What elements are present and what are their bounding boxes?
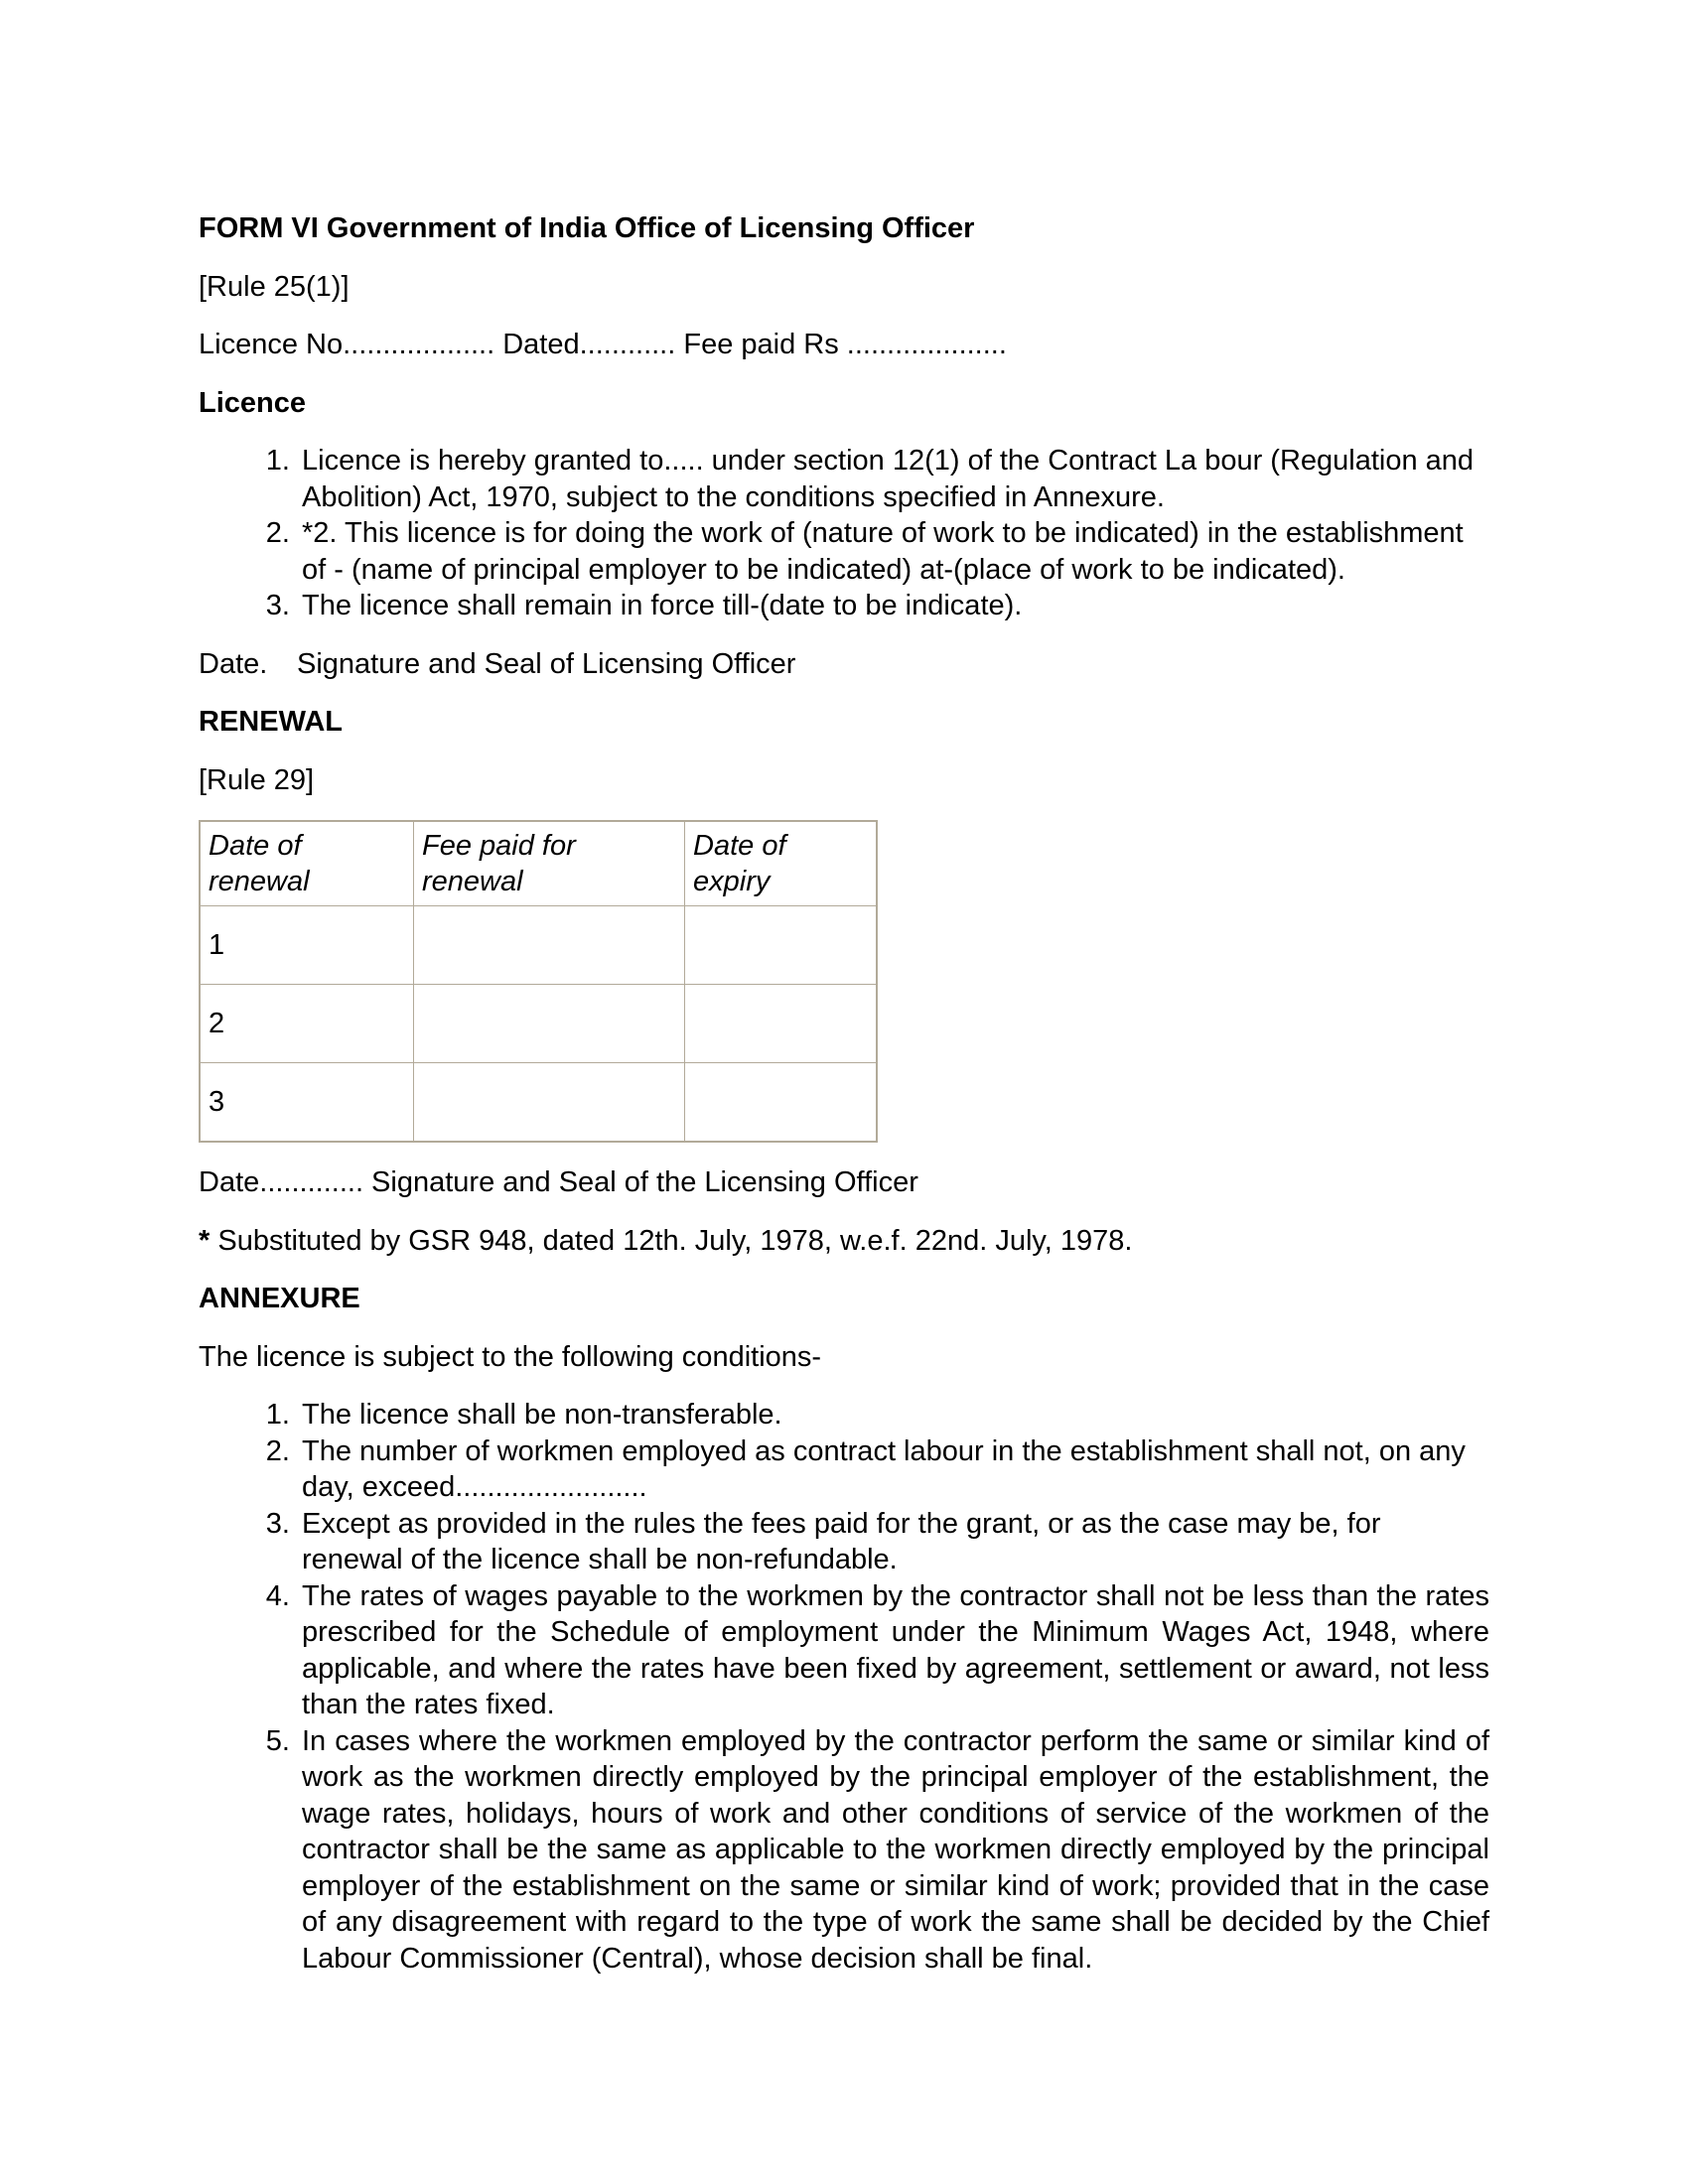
- section-heading-renewal: RENEWAL: [199, 706, 343, 738]
- footnote-marker: *: [199, 1224, 211, 1257]
- header-date-of-renewal: Date of renewal: [200, 821, 414, 906]
- table-row: [200, 906, 877, 985]
- table-cell-empty: [414, 906, 685, 985]
- annexure-list-item: 3. Except as provided in the rules the fees paid for the grant, or as the case may be, for renewal of the licence shall be non-refundable.: [298, 1506, 1489, 1578]
- table-row: [200, 985, 877, 1063]
- rule-reference-25: [Rule 25(1)]: [199, 270, 350, 303]
- date-label: Date.: [199, 647, 268, 680]
- renewal-table-header-row: [200, 821, 877, 906]
- annexure-list: [199, 1397, 1489, 1977]
- footnote: [199, 1223, 1489, 1260]
- table-row: [200, 1063, 877, 1143]
- licence-list-item: 2. *2. This licence is for doing the work of (nature of work to be indicated) in the establishment of - (name of principal employer to be indicated) at-(place of work to be indicated).: [298, 515, 1489, 588]
- annexure-list-item: 4. The rates of wages payable to the workmen by the contractor shall not be less than the rates prescribed for the Schedule of employment under the Minimum Wages Act, 1948, where applicable, and where the rates have been fixed by agreement, settlement or award, not less than the rates fixed.: [298, 1578, 1489, 1723]
- table-cell-empty: [685, 985, 878, 1063]
- page-title: FORM VI Government of India Office of Licensing Officer: [199, 212, 975, 244]
- table-cell-row-number: 2: [200, 985, 414, 1063]
- table-cell-empty: [414, 985, 685, 1063]
- annexure-list-item: 2. The number of workmen employed as contract labour in the establishment shall not, on any day, exceed........................: [298, 1433, 1489, 1506]
- header-date-of-expiry: Date of expiry: [685, 821, 878, 906]
- rule-reference-29: [Rule 29]: [199, 763, 315, 796]
- licence-list-item: 1. Licence is hereby granted to..... under section 12(1) of the Contract La bour (Regulation and Abolition) Act, 1970, subject to the conditions specified in Annexure.: [298, 443, 1489, 515]
- annexure-list-item: 5. In cases where the workmen employed by the contractor perform the same or similar kind of work as the workmen directly employed by the principal employer of the establishment, the wage rates, holidays, hours of work and other conditions of service of the workmen of the contractor shall be the same as applicable to the workmen directly employed by the principal employer of the establishment on the same or similar kind of work; provided that in the case of any disagreement with regard to the type of work the same shall be decided by the Chief Labour Commissioner (Central), whose decision shall be final.: [298, 1723, 1489, 1978]
- table-cell-row-number: 3: [200, 1063, 414, 1143]
- date-signature-line: Date............. Signature and Seal of the Licensing Officer: [199, 1166, 918, 1198]
- date-signature-row: [199, 646, 1489, 683]
- annexure-list-item: 1. The licence shall be non-transferable.: [298, 1397, 1489, 1433]
- table-cell-row-number: 1: [200, 906, 414, 985]
- table-cell-empty: [685, 906, 878, 985]
- table-cell-empty: [685, 1063, 878, 1143]
- section-heading-licence: Licence: [199, 386, 306, 419]
- section-heading-annexure: ANNEXURE: [199, 1283, 360, 1314]
- table-cell-empty: [414, 1063, 685, 1143]
- signature-seal-line: Signature and Seal of Licensing Officer: [297, 647, 796, 680]
- header-fee-paid-for-renewal: Fee paid for renewal: [414, 821, 685, 906]
- footnote-text: Substituted by GSR 948, dated 12th. July, 1978, w.e.f. 22nd. July, 1978.: [217, 1224, 1133, 1257]
- licence-number-line: Licence No................... Dated............ Fee paid Rs ....................: [199, 329, 1007, 360]
- annexure-intro: The licence is subject to the following conditions-: [199, 1340, 822, 1373]
- licence-list-item: 3. The licence shall remain in force till-(date to be indicate).: [298, 588, 1489, 624]
- licence-list: [199, 443, 1489, 624]
- renewal-table: [199, 820, 878, 1143]
